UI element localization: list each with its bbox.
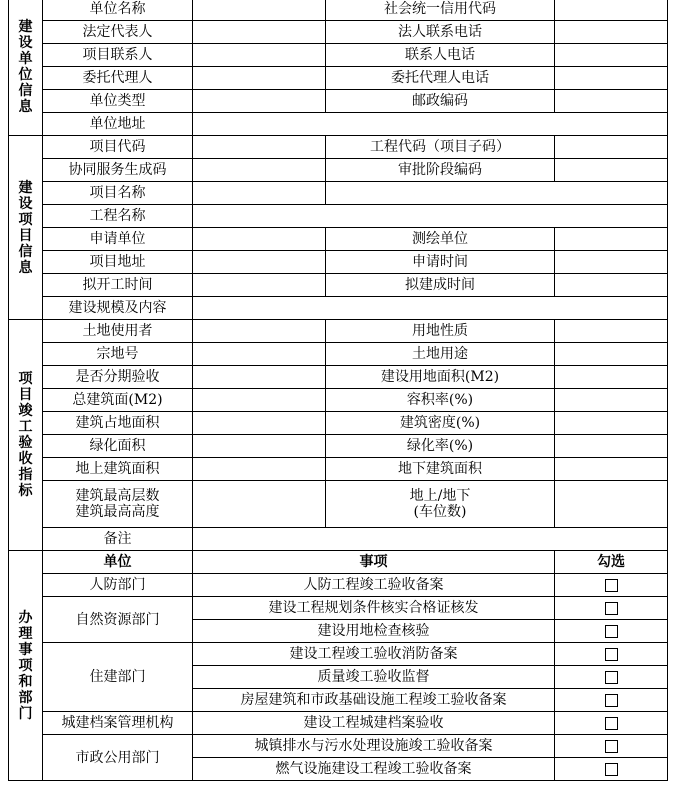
input-field[interactable] — [193, 205, 668, 228]
field-label: 单位名称 — [43, 0, 193, 21]
section-char: 息 — [18, 259, 33, 276]
section-char: 项 — [18, 211, 33, 228]
department-cell: 人防部门 — [43, 574, 193, 597]
checkbox-cell — [555, 597, 668, 620]
section-char: 部 — [18, 689, 33, 706]
field-label: 总建筑面(M2) — [43, 389, 193, 412]
input-field[interactable] — [555, 274, 668, 297]
field-label: 审批阶段编码 — [326, 159, 555, 182]
field-label: 邮政编码 — [326, 90, 555, 113]
checkbox-cell — [555, 643, 668, 666]
field-label: 法定代表人 — [43, 21, 193, 44]
item-cell: 建设工程规划条件核实合格证核发 — [193, 597, 555, 620]
column-header-check: 勾选 — [555, 551, 668, 574]
field-label: 拟开工时间 — [43, 274, 193, 297]
section-char: 项 — [18, 371, 33, 387]
item-cell: 建设工程城建档案验收 — [193, 712, 555, 735]
input-field[interactable] — [555, 320, 668, 343]
department-cell: 市政公用部门 — [43, 735, 193, 781]
field-label-line: 建筑最高层数 — [75, 488, 160, 504]
item-cell: 燃气设施建设工程竣工验收备案 — [193, 758, 555, 781]
input-field[interactable] — [193, 44, 326, 67]
section-char: 息 — [18, 98, 33, 115]
section-char: 验 — [18, 435, 33, 451]
checkbox[interactable] — [605, 763, 618, 776]
field-label: 土地用途 — [326, 343, 555, 366]
table-row — [9, 0, 668, 21]
table-row — [9, 251, 668, 274]
input-field[interactable] — [193, 458, 326, 481]
field-label: 建设用地面积(M2) — [326, 366, 555, 389]
field-label: 容积率(%) — [326, 389, 555, 412]
field-label: 社会统一信用代码 — [326, 0, 555, 21]
checkbox-cell — [555, 666, 668, 689]
section-char: 标 — [18, 483, 33, 499]
table-row — [9, 712, 668, 735]
section-char: 位 — [18, 66, 33, 83]
input-field[interactable] — [555, 228, 668, 251]
table-row — [9, 366, 668, 389]
checkbox[interactable] — [605, 579, 618, 592]
field-label: 单位类型 — [43, 90, 193, 113]
section-char: 建 — [18, 179, 33, 196]
input-field[interactable] — [555, 343, 668, 366]
field-label: 项目名称 — [43, 182, 193, 205]
field-label: 项目地址 — [43, 251, 193, 274]
input-field[interactable] — [326, 182, 668, 205]
department-cell: 住建部门 — [43, 643, 193, 712]
field-label: 委托代理人 — [43, 67, 193, 90]
section-project — [9, 136, 43, 320]
checkbox-cell — [555, 735, 668, 758]
field-label: 绿化率(%) — [326, 435, 555, 458]
field-label: 单位地址 — [43, 113, 193, 136]
item-cell: 房屋建筑和市政基础设施工程竣工验收备案 — [193, 689, 555, 712]
table-row — [9, 21, 668, 44]
field-label: 工程代码（项目子码） — [326, 136, 555, 159]
table-row — [9, 435, 668, 458]
section-char: 单 — [18, 50, 33, 67]
field-label-line: (车位数) — [413, 504, 467, 520]
input-field[interactable] — [193, 389, 326, 412]
field-label: 联系人电话 — [326, 44, 555, 67]
field-label: 申请单位 — [43, 228, 193, 251]
field-label: 建设规模及内容 — [43, 297, 193, 320]
checkbox-cell — [555, 689, 668, 712]
table-row — [9, 113, 668, 136]
section-char: 门 — [18, 705, 33, 722]
section-unit — [9, 0, 43, 136]
input-field[interactable] — [555, 67, 668, 90]
input-field[interactable] — [193, 320, 326, 343]
input-field[interactable] — [555, 21, 668, 44]
field-label — [326, 481, 555, 528]
table-row — [9, 274, 668, 297]
table-row — [9, 182, 668, 205]
section-char: 设 — [18, 195, 33, 212]
table-row — [9, 389, 668, 412]
item-cell: 建设工程竣工验收消防备案 — [193, 643, 555, 666]
field-label-line: 地上/地下 — [409, 488, 471, 504]
checkbox[interactable] — [605, 694, 618, 707]
section-char: 收 — [18, 451, 33, 467]
checkbox[interactable] — [605, 625, 618, 638]
input-field[interactable] — [555, 458, 668, 481]
input-field[interactable] — [193, 343, 326, 366]
table-row — [9, 735, 668, 758]
field-label: 备注 — [43, 528, 193, 551]
section-handling — [9, 551, 43, 781]
section-char: 设 — [18, 34, 33, 51]
input-field[interactable] — [555, 44, 668, 67]
field-label: 建筑密度(%) — [326, 412, 555, 435]
section-char: 和 — [18, 673, 33, 690]
input-field[interactable] — [555, 481, 668, 528]
section-char: 理 — [18, 625, 33, 642]
field-label: 委托代理人电话 — [326, 67, 555, 90]
field-label: 土地使用者 — [43, 320, 193, 343]
input-field[interactable] — [555, 136, 668, 159]
table-row — [9, 90, 668, 113]
input-field[interactable] — [193, 228, 326, 251]
department-cell: 自然资源部门 — [43, 597, 193, 643]
input-field[interactable] — [555, 90, 668, 113]
table-row — [9, 458, 668, 481]
section-char: 信 — [18, 82, 33, 99]
input-field[interactable] — [555, 159, 668, 182]
table-row — [9, 67, 668, 90]
section-char: 项 — [18, 657, 33, 674]
input-field[interactable] — [193, 0, 326, 21]
checkbox[interactable] — [605, 671, 618, 684]
item-cell: 质量竣工验收监督 — [193, 666, 555, 689]
section-char: 办 — [18, 609, 33, 626]
section-char: 建 — [18, 18, 33, 35]
input-field[interactable] — [193, 182, 326, 205]
table-row — [9, 343, 668, 366]
field-label: 项目代码 — [43, 136, 193, 159]
input-field[interactable] — [555, 251, 668, 274]
table-row — [9, 136, 668, 159]
table-row — [9, 297, 668, 320]
input-field[interactable] — [555, 435, 668, 458]
section-char: 事 — [18, 641, 33, 658]
field-label: 地上建筑面积 — [43, 458, 193, 481]
field-label: 是否分期验收 — [43, 366, 193, 389]
field-label: 地下建筑面积 — [326, 458, 555, 481]
field-label: 建筑占地面积 — [43, 412, 193, 435]
field-label: 测绘单位 — [326, 228, 555, 251]
section-acceptance — [9, 320, 43, 551]
checkbox-cell — [555, 620, 668, 643]
field-label: 项目联系人 — [43, 44, 193, 67]
table-row — [9, 481, 668, 528]
item-cell: 人防工程竣工验收备案 — [193, 574, 555, 597]
column-header-dept: 单位 — [43, 551, 193, 574]
checkbox[interactable] — [605, 648, 618, 661]
field-label: 工程名称 — [43, 205, 193, 228]
field-label: 申请时间 — [326, 251, 555, 274]
field-label: 宗地号 — [43, 343, 193, 366]
checkbox-cell — [555, 712, 668, 735]
checkbox[interactable] — [605, 740, 618, 753]
section-char: 目 — [18, 227, 33, 244]
input-field[interactable] — [555, 389, 668, 412]
table-row — [9, 44, 668, 67]
table-row — [9, 205, 668, 228]
input-field[interactable] — [555, 412, 668, 435]
section-char: 目 — [18, 387, 33, 403]
input-field[interactable] — [193, 113, 668, 136]
checkbox[interactable] — [605, 602, 618, 615]
table-row — [9, 574, 668, 597]
section-char: 信 — [18, 243, 33, 260]
field-label: 协同服务生成码 — [43, 159, 193, 182]
input-field[interactable] — [555, 0, 668, 21]
section-char: 竣 — [18, 403, 33, 419]
checkbox-cell — [555, 574, 668, 597]
input-field[interactable] — [555, 366, 668, 389]
input-field[interactable] — [193, 528, 668, 551]
input-field[interactable] — [193, 412, 326, 435]
table-row — [9, 320, 668, 343]
field-label-line: 建筑最高高度 — [75, 504, 160, 520]
field-label: 拟建成时间 — [326, 274, 555, 297]
input-field[interactable] — [193, 366, 326, 389]
checkbox[interactable] — [605, 717, 618, 730]
table-row — [9, 159, 668, 182]
column-header-item: 事项 — [193, 551, 555, 574]
input-field[interactable] — [193, 435, 326, 458]
input-field[interactable] — [193, 90, 326, 113]
field-label — [43, 481, 193, 528]
field-label: 法人联系电话 — [326, 21, 555, 44]
checkbox-cell — [555, 758, 668, 781]
application-form — [8, 0, 668, 781]
item-cell: 城镇排水与污水处理设施竣工验收备案 — [193, 735, 555, 758]
section-char: 指 — [18, 467, 33, 483]
input-field[interactable] — [193, 297, 668, 320]
input-field[interactable] — [193, 251, 326, 274]
input-field[interactable] — [193, 67, 326, 90]
field-label: 绿化面积 — [43, 435, 193, 458]
department-cell: 城建档案管理机构 — [43, 712, 193, 735]
table-row — [9, 412, 668, 435]
input-field[interactable] — [193, 21, 326, 44]
section-char: 工 — [18, 419, 33, 435]
item-cell: 建设用地检查核验 — [193, 620, 555, 643]
input-field[interactable] — [193, 136, 326, 159]
field-label: 用地性质 — [326, 320, 555, 343]
table-row — [9, 597, 668, 620]
table-row — [9, 228, 668, 251]
input-field[interactable] — [193, 159, 326, 182]
table-row — [9, 528, 668, 551]
input-field[interactable] — [193, 481, 326, 528]
table-row — [9, 643, 668, 666]
input-field[interactable] — [193, 274, 326, 297]
table-row — [9, 551, 668, 574]
